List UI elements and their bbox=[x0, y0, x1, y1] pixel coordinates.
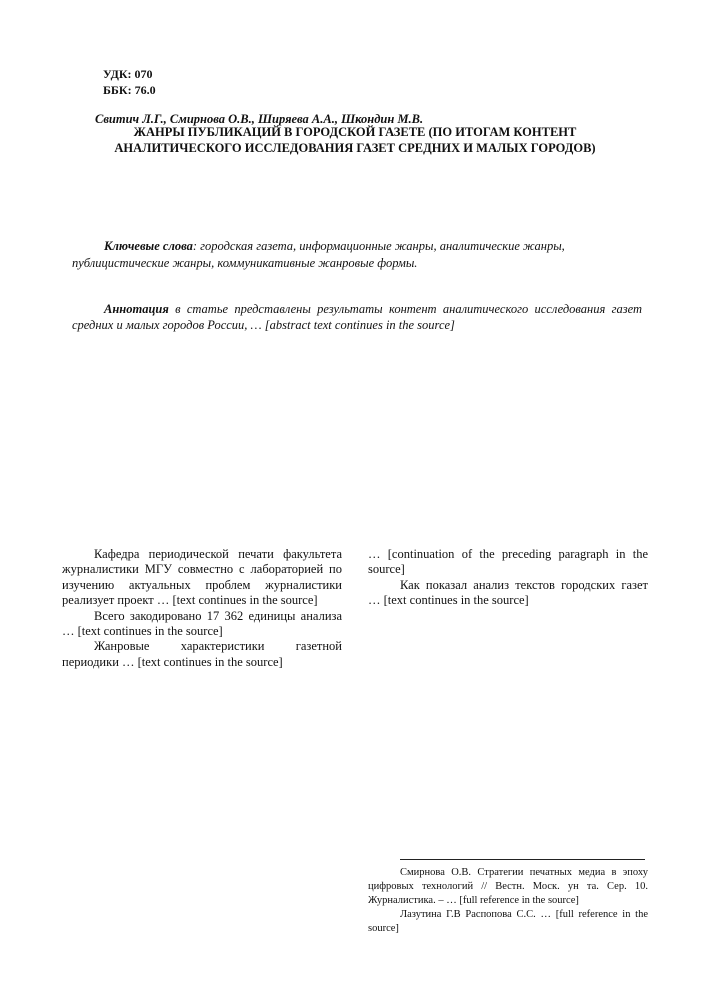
article-title: ЖАНРЫ ПУБЛИКАЦИЙ В ГОРОДСКОЙ ГАЗЕТЕ (ПО ИТОГАМ КОНТЕНТ АНАЛИТИЧЕСКОГО ИССЛЕДОВАНИЯ ГАЗЕТ СРЕДНИХ И МАЛЫХ ГОРОДОВ) bbox=[114, 125, 596, 155]
classification-codes bbox=[103, 66, 156, 98]
footnotes bbox=[368, 866, 648, 936]
keywords-text: : городская газета, информационные жанры, аналитические жанры, публицистические жанры, коммуникативные жанровые формы. bbox=[72, 239, 565, 270]
authors-line: Свитич Л.Г., Смирнова О.В., Ширяева А.А., Шкондин М.В. bbox=[95, 112, 424, 126]
udk-code: УДК: 070 bbox=[103, 67, 153, 81]
body-paragraph: Всего закодировано 17 362 единицы анализа … [text continues in the source] bbox=[62, 608, 342, 639]
footnote: Смирнова О.В. Стратегии печатных медиа в эпоху цифровых технологий // Вестн. Моск. ун та. Сер. 10. Журналистика. – … [full reference in the source] bbox=[368, 867, 648, 906]
abstract-block bbox=[72, 302, 642, 333]
bbk-code: ББК: 76.0 bbox=[103, 83, 156, 97]
footnote: Лазутина Г.В Распопова С.С. … [full reference in the source] bbox=[368, 909, 648, 934]
body-paragraph: Кафедра периодической печати факультета журналистики МГУ совместно с лабораторией по изучению актуальных проблем журналистики реализует проект … [text continues in the source] bbox=[62, 547, 342, 608]
abstract-label: Аннотация bbox=[104, 302, 169, 316]
body-paragraph: … [continuation of the preceding paragraph in the source] bbox=[368, 547, 648, 577]
body-paragraph: Как показал анализ текстов городских газет … [text continues in the source] bbox=[368, 577, 648, 608]
body-column-left bbox=[62, 547, 342, 670]
body-paragraph: Жанровые характеристики газетной периодики … [text continues in the source] bbox=[62, 639, 342, 669]
keywords-label: Ключевые слова bbox=[104, 239, 193, 253]
keywords-block bbox=[72, 238, 642, 272]
body-column-right bbox=[368, 547, 648, 609]
footnote-separator bbox=[400, 859, 645, 860]
abstract-text: в статье представлены результаты контент аналитического исследования газет средних и малых городов России, … [abstract text continues in the source] bbox=[72, 302, 642, 332]
